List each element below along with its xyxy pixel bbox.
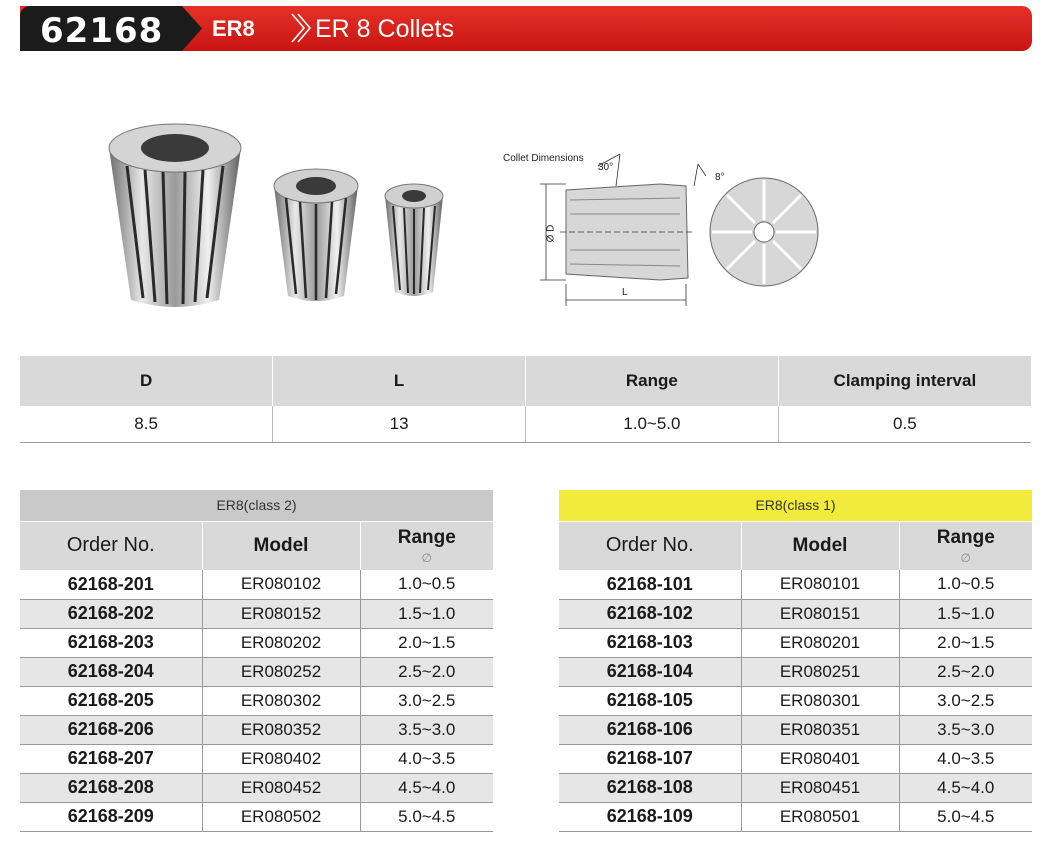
table-row (559, 744, 1032, 773)
table-row (20, 599, 493, 628)
diameter-icon: ∅ (960, 550, 971, 565)
diameter-label: Ø D (545, 224, 557, 243)
class1-table (559, 490, 1032, 832)
clamping-range: 1.0~0.5 (360, 570, 493, 599)
order-number: 62168-204 (20, 657, 202, 686)
clamping-range: 1.0~0.5 (899, 570, 1032, 599)
collet-photo-small (383, 180, 445, 300)
model-number: ER080501 (741, 802, 899, 831)
collet-dimension-diagram (500, 150, 840, 320)
order-number: 62168-103 (559, 628, 741, 657)
chevron-right-icon (286, 6, 316, 51)
product-code: 62168 (40, 11, 164, 51)
table-row (559, 802, 1032, 831)
spec-header-clamping: Clamping interval (778, 356, 1031, 406)
model-number: ER080251 (741, 657, 899, 686)
spec-header-l: L (273, 356, 526, 406)
collet-photo-medium (272, 164, 360, 304)
spec-row (20, 406, 1031, 442)
clamping-range: 5.0~4.5 (899, 802, 1032, 831)
order-number: 62168-209 (20, 802, 202, 831)
class2-caption: ER8(class 2) (20, 490, 493, 521)
model-number: ER080201 (741, 628, 899, 657)
model-number: ER080152 (202, 599, 360, 628)
order-number: 62168-208 (20, 773, 202, 802)
table-row (559, 657, 1032, 686)
clamping-range: 3.5~3.0 (899, 715, 1032, 744)
model-number: ER080102 (202, 570, 360, 599)
clamping-range: 2.5~2.0 (899, 657, 1032, 686)
spec-value-range: 1.0~5.0 (526, 406, 779, 442)
angle-label-30: 30° (598, 162, 614, 173)
table-row (20, 744, 493, 773)
order-number: 62168-205 (20, 686, 202, 715)
title-bar (20, 6, 1032, 51)
spec-value-d: 8.5 (20, 406, 273, 442)
order-number: 62168-108 (559, 773, 741, 802)
order-number: 62168-105 (559, 686, 741, 715)
model-number: ER080301 (741, 686, 899, 715)
class1-header-range (899, 521, 1032, 570)
table-row (20, 715, 493, 744)
class1-header-model: Model (741, 521, 899, 570)
class1-header-order: Order No. (559, 521, 741, 570)
length-label: L (622, 287, 628, 298)
table-row (20, 802, 493, 831)
model-number: ER080452 (202, 773, 360, 802)
model-number: ER080502 (202, 802, 360, 831)
clamping-range: 4.0~3.5 (899, 744, 1032, 773)
clamping-range: 3.0~2.5 (360, 686, 493, 715)
class2-header-model: Model (202, 521, 360, 570)
spec-value-l: 13 (273, 406, 526, 442)
spec-table (20, 356, 1031, 443)
clamping-range: 1.5~1.0 (360, 599, 493, 628)
diameter-icon: ∅ (421, 550, 432, 565)
table-row (559, 570, 1032, 599)
class2-table (20, 490, 493, 832)
spec-header-range: Range (526, 356, 779, 406)
order-number: 62168-201 (20, 570, 202, 599)
clamping-range: 4.0~3.5 (360, 744, 493, 773)
table-row (20, 657, 493, 686)
collet-type: ER8 (212, 16, 255, 41)
order-number: 62168-206 (20, 715, 202, 744)
clamping-range: 5.0~4.5 (360, 802, 493, 831)
table-row (20, 570, 493, 599)
order-number: 62168-107 (559, 744, 741, 773)
model-number: ER080351 (741, 715, 899, 744)
model-number: ER080401 (741, 744, 899, 773)
table-row (20, 686, 493, 715)
table-row (20, 628, 493, 657)
order-number: 62168-203 (20, 628, 202, 657)
order-number: 62168-104 (559, 657, 741, 686)
order-number: 62168-109 (559, 802, 741, 831)
table-row (20, 773, 493, 802)
table-row (559, 599, 1032, 628)
table-row (559, 773, 1032, 802)
clamping-range: 2.5~2.0 (360, 657, 493, 686)
order-number: 62168-207 (20, 744, 202, 773)
clamping-range: 3.5~3.0 (360, 715, 493, 744)
model-number: ER080202 (202, 628, 360, 657)
model-number: ER080352 (202, 715, 360, 744)
model-number: ER080402 (202, 744, 360, 773)
clamping-range: 4.5~4.0 (899, 773, 1032, 802)
clamping-range: 2.0~1.5 (899, 628, 1032, 657)
class2-header-order: Order No. (20, 521, 202, 570)
order-number: 62168-106 (559, 715, 741, 744)
class1-header-range-label: Range (936, 526, 995, 548)
model-number: ER080151 (741, 599, 899, 628)
collet-photo-large (105, 118, 245, 310)
clamping-range: 2.0~1.5 (360, 628, 493, 657)
page-title: ER 8 Collets (315, 15, 454, 43)
spec-header-d: D (20, 356, 273, 406)
model-number: ER080302 (202, 686, 360, 715)
table-row (559, 686, 1032, 715)
diagram-title: Collet Dimensions (503, 153, 584, 164)
model-number: ER080451 (741, 773, 899, 802)
order-number: 62168-101 (559, 570, 741, 599)
spec-value-clamping: 0.5 (778, 406, 1031, 442)
model-number: ER080101 (741, 570, 899, 599)
table-row (559, 628, 1032, 657)
class1-caption: ER8(class 1) (559, 490, 1032, 521)
class2-header-range (360, 521, 493, 570)
clamping-range: 4.5~4.0 (360, 773, 493, 802)
clamping-range: 1.5~1.0 (899, 599, 1032, 628)
model-number: ER080252 (202, 657, 360, 686)
order-number: 62168-202 (20, 599, 202, 628)
table-row (559, 715, 1032, 744)
class2-header-range-label: Range (397, 526, 456, 548)
order-number: 62168-102 (559, 599, 741, 628)
clamping-range: 3.0~2.5 (899, 686, 1032, 715)
angle-label-8: 8° (715, 172, 725, 183)
